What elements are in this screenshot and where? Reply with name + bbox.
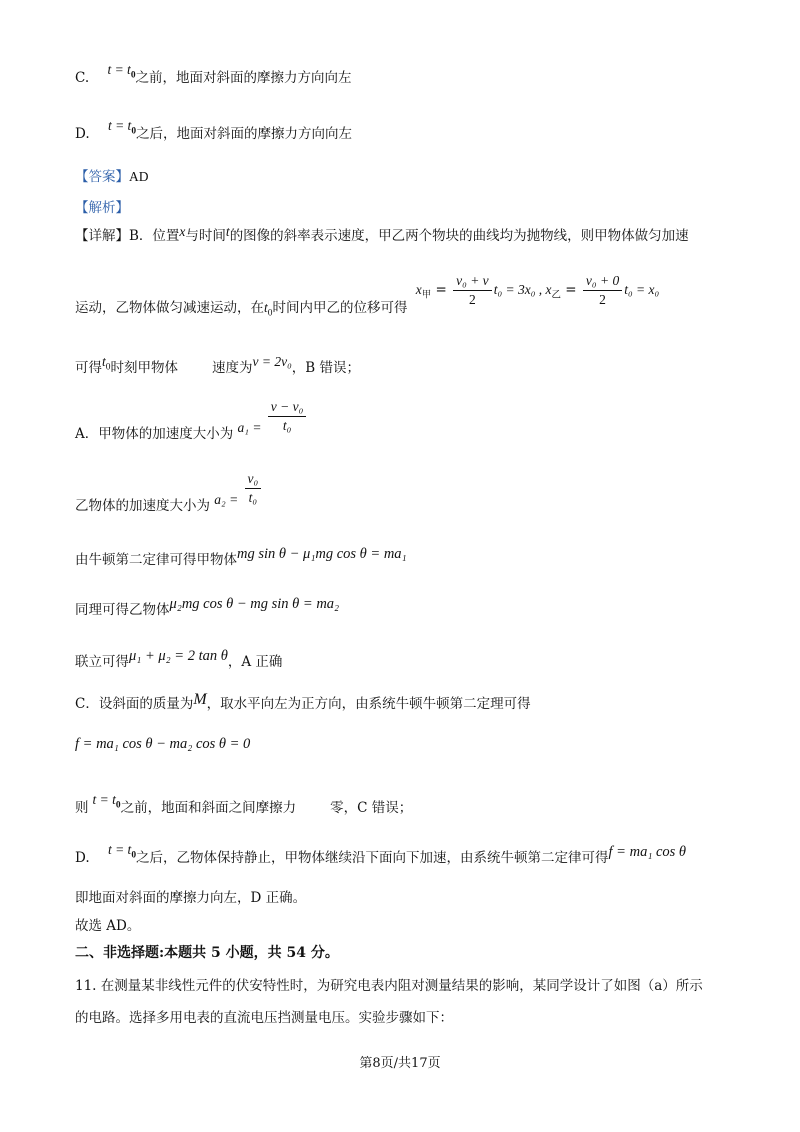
section-2-text: 二、非选择题:本题共 5 小题，共 54 分。 (75, 945, 339, 961)
d-eq-2: f = ma₁ cos θ (608, 844, 687, 860)
q11-line-1 (75, 974, 703, 994)
d-eq: t = t (107, 842, 132, 857)
x-jia-sub: 甲 (421, 289, 432, 301)
a1-den: t₀ (282, 418, 292, 433)
joint-eq: μ₁ + μ₂ = 2 tan θ (129, 648, 228, 664)
f-eq-line (75, 736, 250, 753)
a2-frac (245, 470, 262, 507)
f-eq: f = ma₁ cos θ − ma₂ cos θ = 0 (75, 736, 251, 752)
get-text-2: 时刻甲物体 (110, 360, 178, 376)
joint-line (75, 650, 282, 671)
velocity-line (75, 356, 360, 379)
motion-t0-sub: 0 (267, 308, 273, 319)
page-footer: 第8页/共17页 (359, 1056, 441, 1071)
then-sub: 0 (115, 800, 121, 811)
then-text-3: 零，C 错误； (330, 800, 413, 816)
detail-x: x (179, 224, 186, 239)
newton-text: 由牛顿第二定律可得甲物体 (75, 552, 237, 568)
then-text-2: 之前，地面和斜面之间摩擦力 (120, 800, 297, 816)
same-line (75, 598, 339, 619)
get-t0: t (102, 354, 106, 369)
a2-line (75, 470, 263, 514)
then-line (75, 792, 413, 819)
a2-text: 乙物体的加速度大小为 (75, 498, 210, 514)
get-t0-sub: 0 (105, 362, 111, 373)
option-d-line (75, 118, 353, 145)
a1-lhs: a₁ = (237, 420, 262, 435)
c-text-2: ，取水平向左为正方向，由系统牛顿牛顿第二定理可得 (206, 696, 531, 712)
eq-2-tail: t₀ = x₀ (624, 282, 660, 297)
option-d-eq: t = t (107, 118, 132, 133)
then-text: 则 (75, 800, 89, 816)
answer-value: AD (129, 169, 149, 184)
q11-text-1: 11. 在测量某非线性元件的伏安特性时，为研究电表内阻对测量结果的影响，某同学设计了如图（a）所示 (75, 978, 703, 994)
answer-line (75, 165, 149, 185)
a1-line (75, 398, 308, 442)
section-2-heading (75, 942, 339, 962)
d-analysis-line (75, 842, 687, 869)
get-eq: v = 2v₀ (252, 354, 292, 369)
motion-line: 运动，乙物体做匀减速运动，在$t_0$时间内甲乙的位移可得 $x_甲$ = $\frac{\text{v₀ + v}}{2}$ t₀ = 3x₀ , $x_乙$ = $\frac{\text{v₀ + 0}}{2}$ t₀ = x₀ (75, 273, 660, 319)
q11-text-2: 的电路。选择多用电表的直流电压挡测量电压。实验步骤如下： (75, 1010, 453, 1026)
option-c-sub: 0 (130, 70, 136, 81)
a1-text: A．甲物体的加速度大小为 (75, 426, 234, 442)
frac-1-num: v₀ + v (453, 272, 492, 291)
a1-frac (268, 398, 307, 435)
detail-text-3: 的图像的斜率表示速度，甲乙两个物块的曲线均为抛物线，则甲物体做匀加速 (229, 228, 689, 244)
detail-line (75, 224, 689, 244)
option-d-sub: 0 (131, 126, 137, 137)
newton-line (75, 548, 407, 569)
motion-text-2: 时间内甲乙的位移可得 (272, 300, 408, 316)
detail-text-2: 与时间 (185, 228, 226, 244)
detail-t: t (225, 224, 230, 239)
detail-text-1: B．位置 (129, 228, 180, 244)
analysis-line (75, 196, 129, 216)
d-text: 之后，乙物体保持静止，甲物体继续沿下面向下加速，由系统牛顿第二定律可得 (136, 850, 609, 866)
a1-num: v − v₀ (268, 398, 307, 417)
d-conclusion: 即地面对斜面的摩擦力向左，D 正确。 (75, 890, 307, 906)
choose-text: 故选 AD。 (75, 918, 141, 934)
frac-2-num: v₀ + 0 (583, 272, 622, 291)
q11-line-2 (75, 1006, 453, 1026)
motion-t0: t (264, 300, 268, 315)
option-c-label: C. (75, 70, 90, 86)
then-eq: t = t (92, 792, 116, 807)
d-sub: 0 (131, 850, 137, 861)
a2-den: t₀ (248, 490, 258, 505)
motion-text-1: 运动，乙物体做匀减速运动，在 (75, 300, 264, 316)
a2-num: v₀ (245, 470, 262, 489)
option-c-line (75, 62, 352, 89)
joint-tail: ，A 正确 (227, 654, 283, 670)
get-text-4: ，B 错误； (291, 360, 360, 376)
answer-tag: 【答案】 (75, 169, 129, 185)
analysis-tag: 【解析】 (75, 200, 129, 216)
option-c-text: 之前，地面对斜面的摩擦力方向向左 (135, 70, 352, 86)
get-text-1: 可得 (75, 360, 102, 376)
same-eq: μ₂mg cos θ − mg sin θ = ma₂ (169, 596, 340, 612)
x-jia: x (415, 282, 422, 297)
d-conclusion-line (75, 886, 306, 906)
option-d-label: D. (75, 126, 90, 142)
c-mass-symbol: M (193, 691, 207, 708)
option-c-eq: t = t (107, 62, 131, 77)
eq-1-tail: t₀ = 3x₀ , x (493, 282, 552, 297)
c-text-1: C．设斜面的质量为 (75, 696, 194, 712)
frac-2 (583, 272, 622, 309)
c-analysis-line (75, 692, 531, 713)
option-d-text: 之后，地面对斜面的摩擦力方向向左 (136, 126, 353, 142)
x-yi-sub: 乙 (551, 289, 561, 301)
frac-1 (453, 272, 492, 309)
d-text-pre: D. (75, 850, 90, 866)
a2-lhs: a₂ = (214, 492, 239, 507)
get-text-3: 速度为 (211, 360, 253, 376)
joint-text: 联立可得 (75, 654, 129, 670)
frac-1-den: 2 (469, 292, 476, 307)
same-text: 同理可得乙物体 (75, 602, 170, 618)
detail-tag: 【详解】 (75, 228, 129, 244)
frac-2-den: 2 (599, 292, 606, 307)
newton-eq: mg sin θ − μ₁mg cos θ = ma₁ (237, 546, 407, 562)
choose-line (75, 914, 140, 934)
